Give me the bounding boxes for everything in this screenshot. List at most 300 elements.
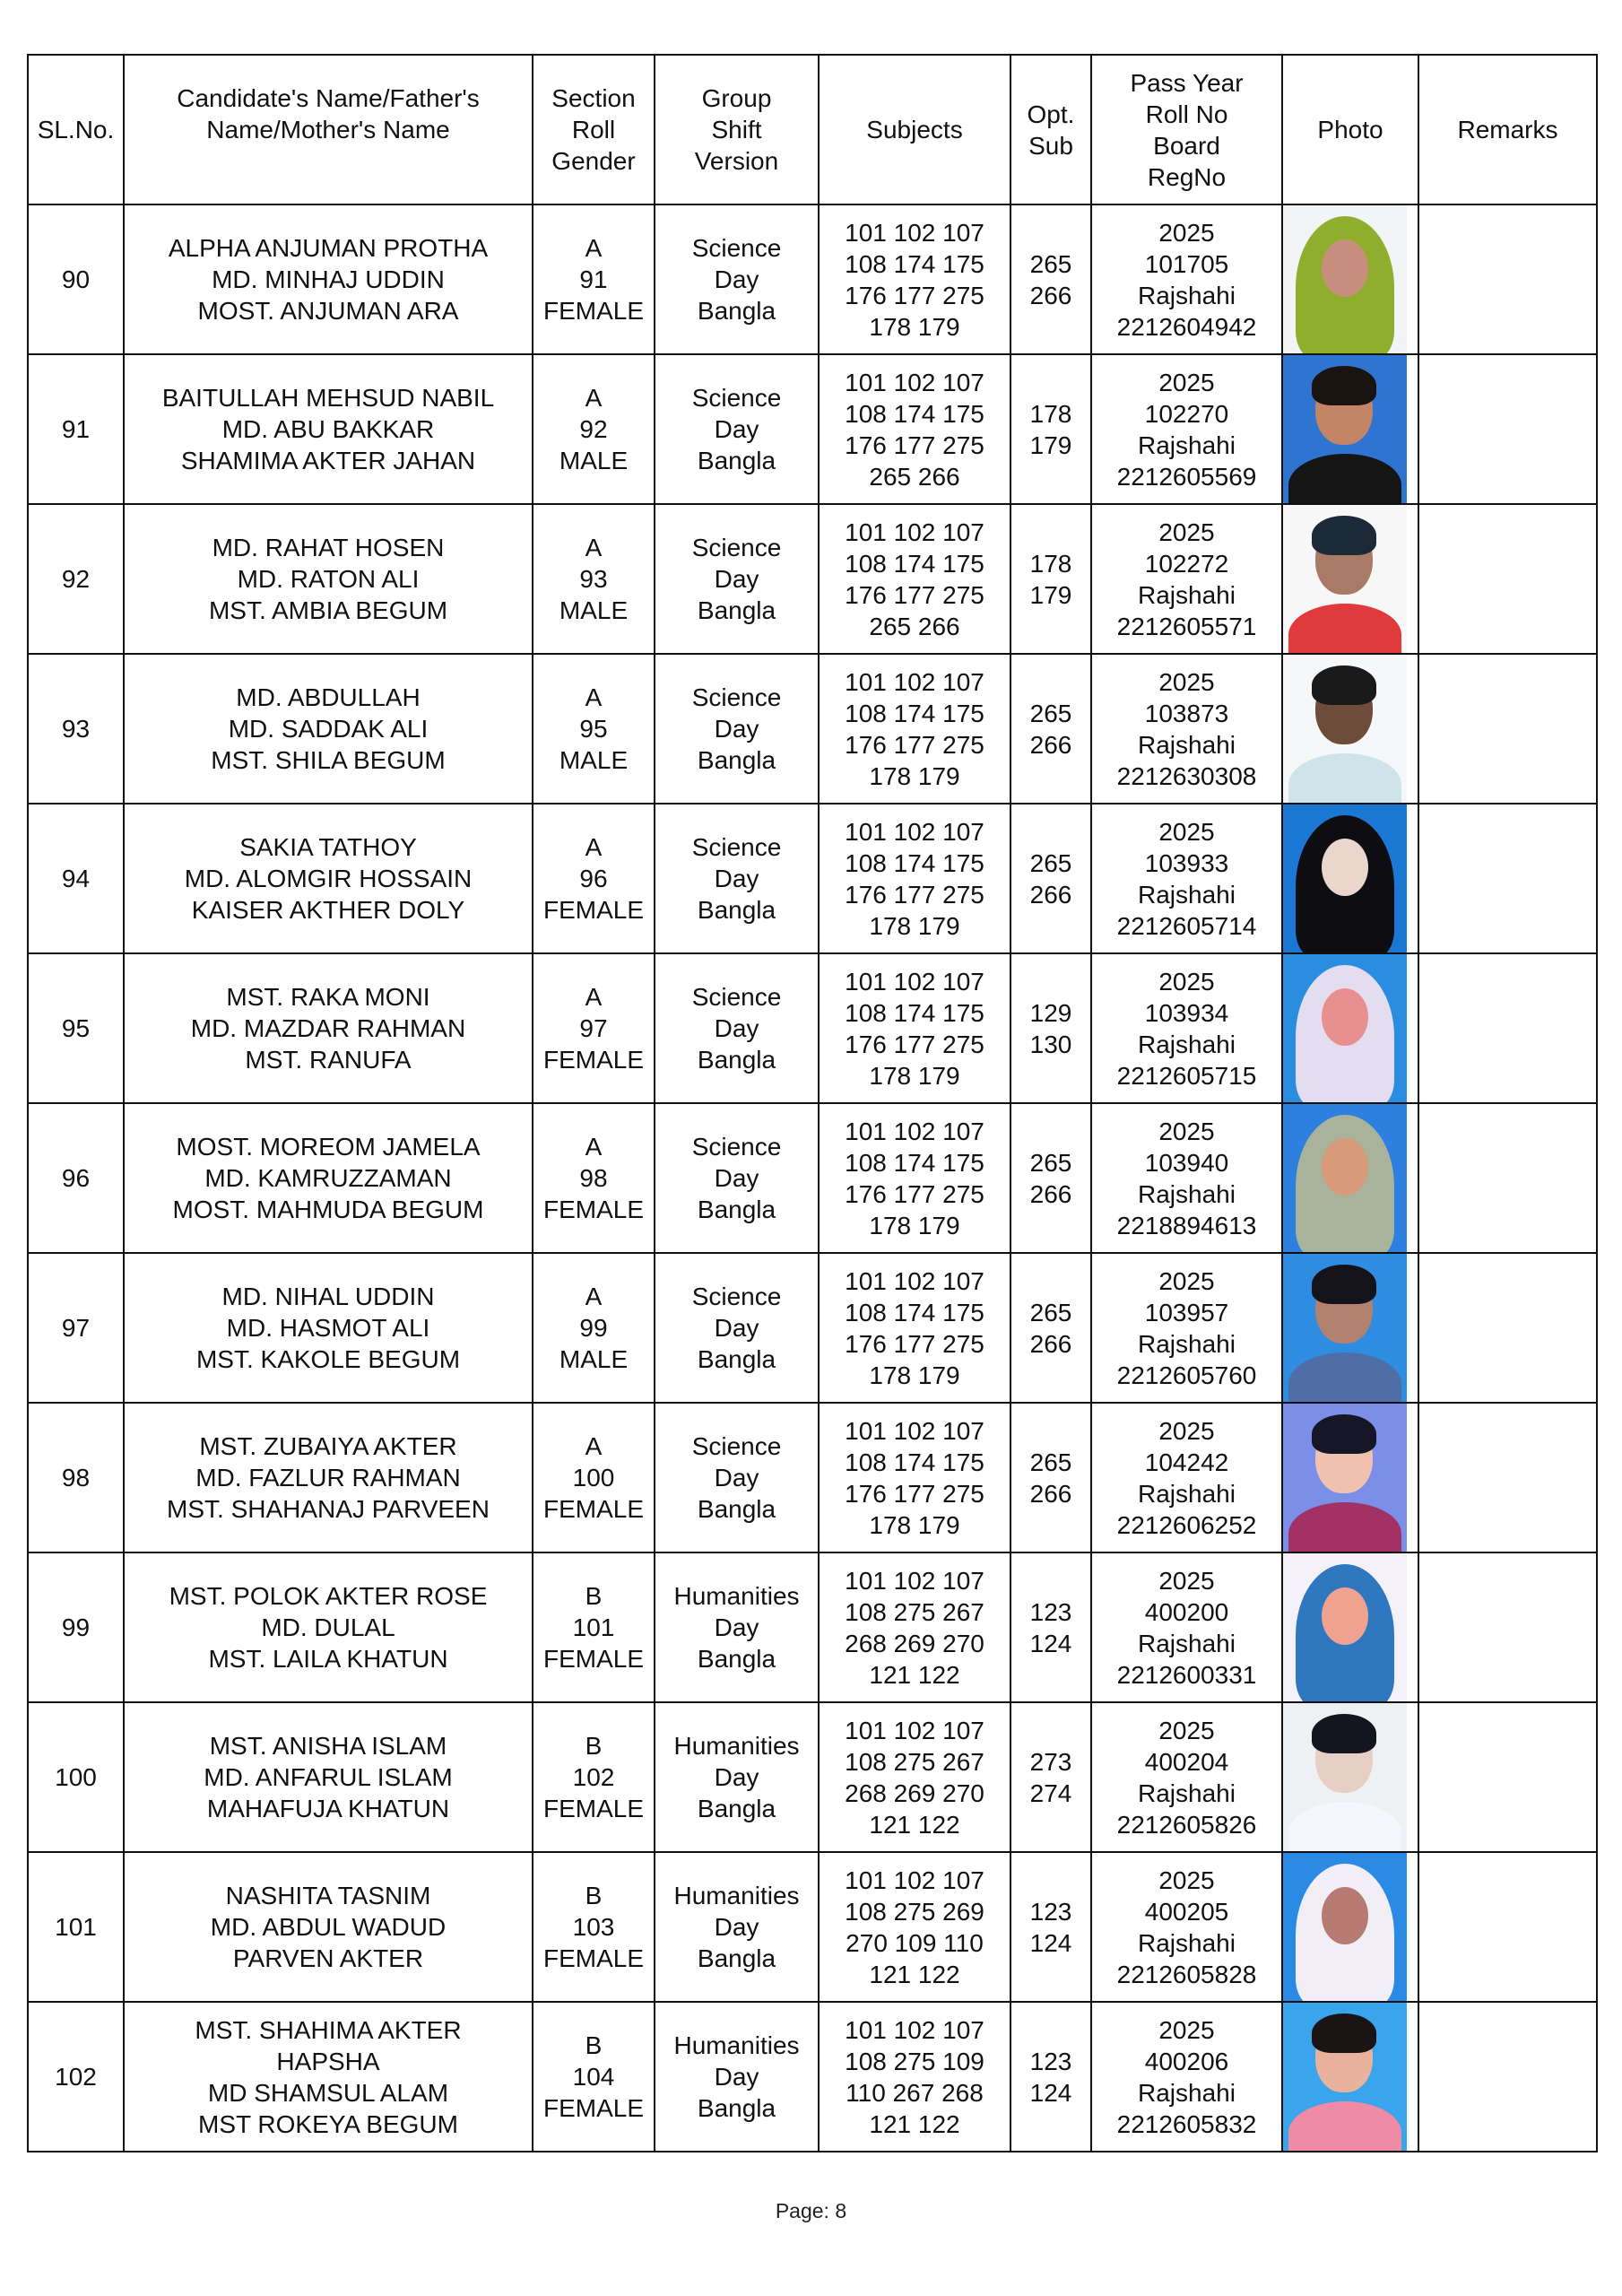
gender: FEMALE bbox=[542, 1196, 645, 1223]
name-cell bbox=[124, 1552, 533, 1702]
header-name-line: Name/Mother's Name bbox=[206, 116, 450, 144]
subject-codes: 268 269 270 bbox=[845, 1779, 984, 1807]
optional-subject: 265 bbox=[1029, 699, 1072, 727]
roll: 102 bbox=[572, 1763, 615, 1791]
person-name: MST. RAKA MONI bbox=[226, 983, 430, 1011]
group: Science bbox=[691, 983, 782, 1011]
person-name: MD. MINHAJ UDDIN bbox=[212, 265, 445, 293]
name-cell bbox=[124, 1852, 533, 2002]
section: A bbox=[585, 1283, 603, 1310]
roll-no: 103934 bbox=[1144, 998, 1229, 1027]
sl-no-cell bbox=[28, 804, 124, 953]
optional-subject: 265 bbox=[1029, 848, 1072, 877]
name-cell bbox=[124, 354, 533, 504]
section: B bbox=[585, 2031, 603, 2059]
section-cell bbox=[533, 204, 655, 354]
person-name: HAPSHA bbox=[276, 2047, 380, 2075]
candidate-photo bbox=[1283, 2003, 1407, 2151]
optional-subject: 265 bbox=[1029, 249, 1072, 278]
group: Science bbox=[691, 833, 782, 861]
optional-subject: 266 bbox=[1029, 1179, 1072, 1208]
person-name: MOST. ANJUMAN ARA bbox=[197, 297, 459, 325]
roll: 101 bbox=[572, 1613, 615, 1641]
sl-no: 90 bbox=[61, 265, 91, 293]
optional-subject: 123 bbox=[1029, 1597, 1072, 1626]
remarks-cell bbox=[1418, 1552, 1597, 1702]
roll-no: 103940 bbox=[1144, 1148, 1229, 1177]
version: Bangla bbox=[697, 297, 776, 325]
version: Bangla bbox=[697, 596, 776, 624]
subject-codes: 178 179 bbox=[869, 911, 960, 940]
pass-year: 2025 bbox=[1158, 1266, 1215, 1295]
board: Rajshahi bbox=[1138, 2078, 1236, 2107]
sl-no-cell bbox=[28, 1103, 124, 1253]
optional-subject: 179 bbox=[1029, 580, 1072, 609]
shift: Day bbox=[714, 715, 759, 743]
name-cell bbox=[124, 1702, 533, 1852]
gender: FEMALE bbox=[542, 1495, 645, 1523]
sl-no: 98 bbox=[61, 1464, 91, 1492]
header-photo: Photo bbox=[1282, 55, 1418, 204]
subject-codes: 265 266 bbox=[869, 462, 960, 491]
table-row bbox=[28, 1253, 1597, 1403]
roll-no: 102272 bbox=[1144, 549, 1229, 578]
person-name: MD. SADDAK ALI bbox=[228, 715, 429, 743]
candidate-photo bbox=[1283, 1703, 1407, 1851]
sl-no-cell bbox=[28, 204, 124, 354]
candidate-photo bbox=[1283, 655, 1407, 803]
sl-no: 94 bbox=[61, 865, 91, 892]
pass-year: 2025 bbox=[1158, 1716, 1215, 1744]
optional-subject: 265 bbox=[1029, 1448, 1072, 1476]
subject-codes: 178 179 bbox=[869, 1211, 960, 1239]
group-cell bbox=[655, 1552, 819, 1702]
roll-no: 104242 bbox=[1144, 1448, 1229, 1476]
pass-info-cell bbox=[1091, 654, 1282, 804]
pass-info-cell bbox=[1091, 1852, 1282, 2002]
subject-codes: 108 174 175 bbox=[845, 1448, 984, 1476]
table-row bbox=[28, 804, 1597, 953]
shift: Day bbox=[714, 565, 759, 593]
subject-codes: 101 102 107 bbox=[845, 1566, 984, 1595]
candidate-photo bbox=[1283, 205, 1407, 353]
section-cell bbox=[533, 1253, 655, 1403]
section-cell bbox=[533, 2002, 655, 2152]
section-cell bbox=[533, 953, 655, 1103]
shift: Day bbox=[714, 865, 759, 892]
candidate-photo bbox=[1283, 804, 1407, 952]
header-line: RegNo bbox=[1147, 162, 1227, 191]
group-cell bbox=[655, 1253, 819, 1403]
header-line: Opt. bbox=[1027, 100, 1075, 128]
subjects-cell bbox=[819, 1253, 1010, 1403]
board: Rajshahi bbox=[1138, 281, 1236, 309]
roll: 104 bbox=[572, 2063, 615, 2091]
person-name: MST. LAILA KHATUN bbox=[208, 1645, 448, 1673]
header-subjects: Subjects bbox=[819, 55, 1010, 204]
person-name: MD. KAMRUZZAMAN bbox=[204, 1164, 452, 1192]
subject-codes: 108 275 267 bbox=[845, 1597, 984, 1626]
roll-no: 103873 bbox=[1144, 699, 1229, 727]
opt-sub-cell bbox=[1010, 504, 1091, 654]
shift: Day bbox=[714, 2063, 759, 2091]
photo-cell bbox=[1282, 953, 1418, 1103]
subjects-cell bbox=[819, 354, 1010, 504]
person-name: MST. RANUFA bbox=[245, 1046, 412, 1074]
person-name: MD. ABU BAKKAR bbox=[221, 415, 435, 443]
roll: 100 bbox=[572, 1464, 615, 1492]
subject-codes: 101 102 107 bbox=[845, 368, 984, 396]
table-row bbox=[28, 1103, 1597, 1253]
subject-codes: 176 177 275 bbox=[845, 1329, 984, 1358]
opt-sub-cell bbox=[1010, 2002, 1091, 2152]
sl-no: 97 bbox=[61, 1314, 91, 1342]
candidate-photo bbox=[1283, 1254, 1407, 1402]
pass-year: 2025 bbox=[1158, 817, 1215, 846]
sl-no: 93 bbox=[61, 715, 91, 743]
header-group-shift-version bbox=[655, 55, 819, 204]
remarks-cell bbox=[1418, 654, 1597, 804]
roll: 93 bbox=[579, 565, 608, 593]
subject-codes: 176 177 275 bbox=[845, 880, 984, 909]
person-name: ALPHA ANJUMAN PROTHA bbox=[168, 234, 489, 262]
section-cell bbox=[533, 654, 655, 804]
pass-info-cell bbox=[1091, 804, 1282, 953]
gender: FEMALE bbox=[542, 1795, 645, 1822]
remarks-cell bbox=[1418, 804, 1597, 953]
remarks-cell bbox=[1418, 1702, 1597, 1852]
subject-codes: 108 275 267 bbox=[845, 1747, 984, 1776]
roll-no: 103957 bbox=[1144, 1298, 1229, 1326]
board: Rajshahi bbox=[1138, 1030, 1236, 1058]
candidate-photo bbox=[1283, 954, 1407, 1102]
gender: MALE bbox=[559, 447, 629, 474]
group: Humanities bbox=[673, 2031, 800, 2059]
version: Bangla bbox=[697, 1495, 776, 1523]
shift: Day bbox=[714, 1464, 759, 1492]
roll: 98 bbox=[579, 1164, 608, 1192]
person-name: MST. POLOK AKTER ROSE bbox=[169, 1582, 488, 1610]
name-cell bbox=[124, 654, 533, 804]
group-cell bbox=[655, 953, 819, 1103]
roll: 92 bbox=[579, 415, 608, 443]
board: Rajshahi bbox=[1138, 1329, 1236, 1358]
subject-codes: 178 179 bbox=[869, 1510, 960, 1539]
opt-sub-cell bbox=[1010, 354, 1091, 504]
name-cell bbox=[124, 1103, 533, 1253]
header-line: Gender bbox=[551, 147, 636, 175]
reg-no: 2212605826 bbox=[1116, 1810, 1257, 1839]
roll-no: 400204 bbox=[1144, 1747, 1229, 1776]
photo-cell bbox=[1282, 1403, 1418, 1552]
reg-no: 2212606252 bbox=[1116, 1510, 1257, 1539]
gender: FEMALE bbox=[542, 896, 645, 924]
subject-codes: 108 275 269 bbox=[845, 1897, 984, 1926]
sl-no-cell bbox=[28, 354, 124, 504]
section: A bbox=[585, 983, 603, 1011]
photo-cell bbox=[1282, 804, 1418, 953]
person-name: KAISER AKTHER DOLY bbox=[191, 896, 465, 924]
person-name: MD. ABDULLAH bbox=[236, 683, 421, 711]
table-row bbox=[28, 1552, 1597, 1702]
person-name: MD. ANFARUL ISLAM bbox=[204, 1763, 453, 1791]
sl-no: 96 bbox=[61, 1164, 91, 1192]
person-name: MD. ALOMGIR HOSSAIN bbox=[184, 865, 473, 892]
subject-codes: 176 177 275 bbox=[845, 580, 984, 609]
subject-codes: 121 122 bbox=[869, 1810, 960, 1839]
remarks-cell bbox=[1418, 1253, 1597, 1403]
subject-codes: 108 174 175 bbox=[845, 848, 984, 877]
group-cell bbox=[655, 2002, 819, 2152]
subject-codes: 108 174 175 bbox=[845, 399, 984, 428]
table-header-row bbox=[28, 55, 1597, 204]
name-cell bbox=[124, 1253, 533, 1403]
group: Science bbox=[691, 1283, 782, 1310]
pass-year: 2025 bbox=[1158, 1117, 1215, 1145]
pass-info-cell bbox=[1091, 1403, 1282, 1552]
roll-no: 101705 bbox=[1144, 249, 1229, 278]
photo-cell bbox=[1282, 354, 1418, 504]
version: Bangla bbox=[697, 2094, 776, 2122]
header-sl-no: SL.No. bbox=[28, 55, 124, 204]
roll-no: 400206 bbox=[1144, 2047, 1229, 2075]
section: A bbox=[585, 683, 603, 711]
header-name bbox=[124, 55, 533, 204]
gender: FEMALE bbox=[542, 297, 645, 325]
group-cell bbox=[655, 804, 819, 953]
remarks-cell bbox=[1418, 204, 1597, 354]
table-row bbox=[28, 1403, 1597, 1552]
gender: MALE bbox=[559, 596, 629, 624]
subject-codes: 178 179 bbox=[869, 761, 960, 790]
optional-subject: 266 bbox=[1029, 281, 1072, 309]
subjects-cell bbox=[819, 953, 1010, 1103]
group: Science bbox=[691, 1432, 782, 1460]
subject-codes: 121 122 bbox=[869, 2109, 960, 2138]
header-line: Board bbox=[1153, 131, 1220, 160]
subjects-cell bbox=[819, 2002, 1010, 2152]
group-cell bbox=[655, 1103, 819, 1253]
header-line: Version bbox=[694, 147, 779, 175]
shift: Day bbox=[714, 265, 759, 293]
photo-cell bbox=[1282, 504, 1418, 654]
photo-cell bbox=[1282, 1103, 1418, 1253]
version: Bangla bbox=[697, 1196, 776, 1223]
reg-no: 2212605571 bbox=[1116, 612, 1257, 640]
group: Humanities bbox=[673, 1582, 800, 1610]
gender: FEMALE bbox=[542, 2094, 645, 2122]
person-name: PARVEN AKTER bbox=[232, 1944, 424, 1972]
subjects-cell bbox=[819, 1103, 1010, 1253]
roll-no: 102270 bbox=[1144, 399, 1229, 428]
person-name: MD. MAZDAR RAHMAN bbox=[190, 1014, 466, 1042]
subject-codes: 176 177 275 bbox=[845, 430, 984, 459]
remarks-cell bbox=[1418, 2002, 1597, 2152]
board: Rajshahi bbox=[1138, 1928, 1236, 1957]
subject-codes: 108 275 109 bbox=[845, 2047, 984, 2075]
sl-no-cell bbox=[28, 1702, 124, 1852]
pass-info-cell bbox=[1091, 2002, 1282, 2152]
subject-codes: 101 102 107 bbox=[845, 667, 984, 696]
pass-info-cell bbox=[1091, 204, 1282, 354]
section-cell bbox=[533, 1702, 655, 1852]
pass-year: 2025 bbox=[1158, 1866, 1215, 1894]
subject-codes: 268 269 270 bbox=[845, 1629, 984, 1657]
person-name: MST. SHAHANAJ PARVEEN bbox=[167, 1495, 490, 1523]
subject-codes: 176 177 275 bbox=[845, 1179, 984, 1208]
person-name: MD. HASMOT ALI bbox=[226, 1314, 430, 1342]
name-cell bbox=[124, 204, 533, 354]
optional-subject: 274 bbox=[1029, 1779, 1072, 1807]
subject-codes: 108 174 175 bbox=[845, 549, 984, 578]
person-name: MST ROKEYA BEGUM bbox=[198, 2109, 458, 2138]
pass-info-cell bbox=[1091, 1253, 1282, 1403]
remarks-cell bbox=[1418, 504, 1597, 654]
group-cell bbox=[655, 1403, 819, 1552]
optional-subject: 178 bbox=[1029, 399, 1072, 428]
remarks-cell bbox=[1418, 1403, 1597, 1552]
roll: 95 bbox=[579, 715, 608, 743]
section: A bbox=[585, 234, 603, 262]
subject-codes: 108 174 175 bbox=[845, 1298, 984, 1326]
subject-codes: 121 122 bbox=[869, 1660, 960, 1689]
subject-codes: 176 177 275 bbox=[845, 1479, 984, 1508]
subject-codes: 101 102 107 bbox=[845, 1416, 984, 1445]
header-line: Pass Year bbox=[1130, 68, 1244, 97]
subjects-cell bbox=[819, 1852, 1010, 2002]
header-line: Shift bbox=[711, 116, 762, 144]
group: Science bbox=[691, 234, 782, 262]
optional-subject: 124 bbox=[1029, 2078, 1072, 2107]
candidate-photo bbox=[1283, 1404, 1407, 1552]
section-cell bbox=[533, 1552, 655, 1702]
opt-sub-cell bbox=[1010, 654, 1091, 804]
pass-info-cell bbox=[1091, 354, 1282, 504]
roll: 96 bbox=[579, 865, 608, 892]
section: A bbox=[585, 1133, 603, 1161]
roll-no: 400200 bbox=[1144, 1597, 1229, 1626]
subjects-cell bbox=[819, 1403, 1010, 1552]
shift: Day bbox=[714, 1014, 759, 1042]
sl-no-cell bbox=[28, 654, 124, 804]
subject-codes: 101 102 107 bbox=[845, 1266, 984, 1295]
board: Rajshahi bbox=[1138, 1629, 1236, 1657]
header-line: Group bbox=[701, 84, 772, 112]
subject-codes: 101 102 107 bbox=[845, 817, 984, 846]
person-name: MD. FAZLUR RAHMAN bbox=[195, 1464, 461, 1492]
person-name: MST. AMBIA BEGUM bbox=[208, 596, 448, 624]
table-row bbox=[28, 1852, 1597, 2002]
subject-codes: 108 174 175 bbox=[845, 249, 984, 278]
gender: MALE bbox=[559, 1345, 629, 1373]
candidate-photo bbox=[1283, 1553, 1407, 1701]
subjects-cell bbox=[819, 1702, 1010, 1852]
board: Rajshahi bbox=[1138, 1779, 1236, 1807]
header-line: Section bbox=[551, 84, 636, 112]
section-cell bbox=[533, 354, 655, 504]
board: Rajshahi bbox=[1138, 1479, 1236, 1508]
subject-codes: 101 102 107 bbox=[845, 218, 984, 247]
subject-codes: 101 102 107 bbox=[845, 517, 984, 546]
gender: FEMALE bbox=[542, 1645, 645, 1673]
candidate-photo bbox=[1283, 1853, 1407, 2001]
sl-no-cell bbox=[28, 953, 124, 1103]
optional-subject: 130 bbox=[1029, 1030, 1072, 1058]
section: B bbox=[585, 1882, 603, 1909]
section: B bbox=[585, 1732, 603, 1760]
version: Bangla bbox=[697, 1795, 776, 1822]
page-number: Page: 8 bbox=[775, 2199, 847, 2222]
roll: 103 bbox=[572, 1913, 615, 1941]
person-name: MAHAFUJA KHATUN bbox=[206, 1795, 450, 1822]
sl-no-cell bbox=[28, 2002, 124, 2152]
header-section-roll-gender bbox=[533, 55, 655, 204]
person-name: MOST. MAHMUDA BEGUM bbox=[172, 1196, 484, 1223]
optional-subject: 178 bbox=[1029, 549, 1072, 578]
reg-no: 2212605828 bbox=[1116, 1960, 1257, 1988]
group: Science bbox=[691, 683, 782, 711]
header-line: Sub bbox=[1028, 131, 1073, 160]
person-name: MD. ABDUL WADUD bbox=[210, 1913, 447, 1941]
header-line: Roll bbox=[571, 116, 616, 144]
group: Science bbox=[691, 1133, 782, 1161]
gender: FEMALE bbox=[542, 1046, 645, 1074]
person-name: NASHITA TASNIM bbox=[225, 1882, 431, 1909]
table-row bbox=[28, 504, 1597, 654]
opt-sub-cell bbox=[1010, 1852, 1091, 2002]
person-name: SHAMIMA AKTER JAHAN bbox=[180, 447, 476, 474]
pass-year: 2025 bbox=[1158, 517, 1215, 546]
section: A bbox=[585, 534, 603, 561]
sl-no: 101 bbox=[55, 1913, 97, 1941]
group: Science bbox=[691, 534, 782, 561]
subject-codes: 265 266 bbox=[869, 612, 960, 640]
gender: FEMALE bbox=[542, 1944, 645, 1972]
board: Rajshahi bbox=[1138, 730, 1236, 759]
photo-cell bbox=[1282, 1552, 1418, 1702]
table-row bbox=[28, 204, 1597, 354]
optional-subject: 265 bbox=[1029, 1298, 1072, 1326]
table-row bbox=[28, 654, 1597, 804]
group-cell bbox=[655, 1852, 819, 2002]
reg-no: 2212600331 bbox=[1116, 1660, 1257, 1689]
version: Bangla bbox=[697, 746, 776, 774]
version: Bangla bbox=[697, 447, 776, 474]
pass-info-cell bbox=[1091, 953, 1282, 1103]
person-name: MD. NIHAL UDDIN bbox=[221, 1283, 435, 1310]
sl-no-cell bbox=[28, 1552, 124, 1702]
optional-subject: 266 bbox=[1029, 1329, 1072, 1358]
name-cell bbox=[124, 1403, 533, 1552]
reg-no: 2212605832 bbox=[1116, 2109, 1257, 2138]
opt-sub-cell bbox=[1010, 1253, 1091, 1403]
subject-codes: 108 174 175 bbox=[845, 998, 984, 1027]
remarks-cell bbox=[1418, 953, 1597, 1103]
subject-codes: 101 102 107 bbox=[845, 1117, 984, 1145]
subject-codes: 178 179 bbox=[869, 1361, 960, 1389]
opt-sub-cell bbox=[1010, 1403, 1091, 1552]
optional-subject: 266 bbox=[1029, 1479, 1072, 1508]
remarks-cell bbox=[1418, 354, 1597, 504]
optional-subject: 124 bbox=[1029, 1928, 1072, 1957]
reg-no: 2212605569 bbox=[1116, 462, 1257, 491]
optional-subject: 266 bbox=[1029, 730, 1072, 759]
sl-no: 95 bbox=[61, 1014, 91, 1042]
table-row bbox=[28, 1702, 1597, 1852]
person-name: MST. SHILA BEGUM bbox=[211, 746, 446, 774]
reg-no: 2212605714 bbox=[1116, 911, 1257, 940]
pass-year: 2025 bbox=[1158, 667, 1215, 696]
